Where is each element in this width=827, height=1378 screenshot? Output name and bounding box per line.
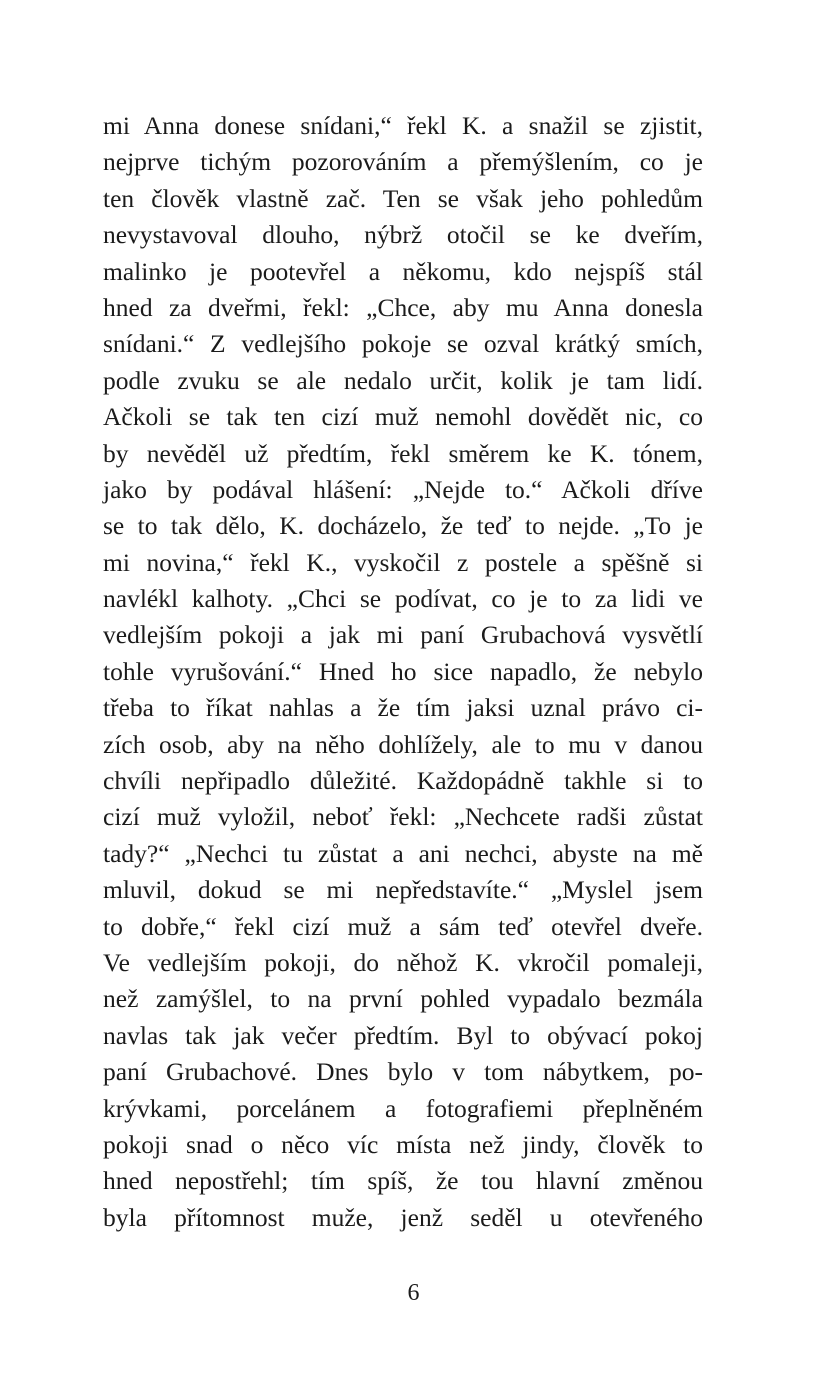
page-number: 6: [407, 1280, 420, 1306]
text-line: se to tak dělo, K. docházelo, že teď to nejde. „To je: [103, 511, 703, 541]
text-line: mluvil, dokud se mi nepředstavíte.“ „Myslel jsem: [103, 875, 703, 905]
text-line: Ve vedlejším pokoji, do něhož K. vkročil pomaleji,: [103, 947, 703, 977]
text-line: mi novina,“ řekl K., vyskočil z postele a spěšně si: [103, 547, 703, 577]
text-line: tohle vyrušování.“ Hned ho sice napadlo, že nebylo: [103, 656, 703, 686]
text-line: podle zvuku se ale nedalo určit, kolik je tam lidí.: [103, 365, 703, 395]
text-line: jako by podával hlášení: „Nejde to.“ Ačkoli dříve: [103, 474, 703, 504]
text-line: než zamýšlel, to na první pohled vypadalo bezmála: [103, 984, 703, 1014]
text-line: krývkami, porcelánem a fotografiemi přeplněném: [103, 1093, 703, 1123]
text-line: paní Grubachové. Dnes bylo v tom nábytkem, po-: [103, 1057, 703, 1087]
text-line: navlas tak jak večer předtím. Byl to obývací pokoj: [103, 1020, 703, 1050]
text-line: pokoji snad o něco víc místa než jindy, člověk to: [103, 1129, 703, 1159]
text-line: by nevěděl už předtím, řekl směrem ke K. tónem,: [103, 438, 703, 468]
text-line: malinko je pootevřel a někomu, kdo nejspíš stál: [103, 256, 703, 286]
text-line: ten člověk vlastně zač. Ten se však jeho pohledům: [103, 183, 703, 213]
text-line: hned za dveřmi, řekl: „Chce, aby mu Anna donesla: [103, 292, 703, 322]
text-line: snídani.“ Z vedlejšího pokoje se ozval krátký smích,: [103, 329, 703, 359]
text-line: to dobře,“ řekl cizí muž a sám teď otevřel dveře.: [103, 911, 703, 941]
text-line: cizí muž vyložil, neboť řekl: „Nechcete radši zůstat: [103, 802, 703, 832]
text-line: byla přítomnost muže, jenž seděl u otevřeného: [103, 1202, 703, 1232]
text-line: třeba to říkat nahlas a že tím jaksi uznal právo ci-: [103, 693, 703, 723]
text-line: vedlejším pokoji a jak mi paní Grubachová vysvětlí: [103, 620, 703, 650]
text-line: Ačkoli se tak ten cizí muž nemohl dovědět nic, co: [103, 402, 703, 432]
text-line: navlékl kalhoty. „Chci se podívat, co je to za lidi ve: [103, 584, 703, 614]
text-line: nevystavoval dlouho, nýbrž otočil se ke dveřím,: [103, 220, 703, 250]
text-line: chvíli nepřipadlo důležité. Každopádně takhle si to: [103, 766, 703, 796]
text-line: zích osob, aby na něho dohlížely, ale to mu v danou: [103, 729, 703, 759]
text-line: hned nepostřehl; tím spíš, že tou hlavní změnou: [103, 1166, 703, 1196]
text-line: tady?“ „Nechci tu zůstat a ani nechci, abyste na mě: [103, 838, 703, 868]
text-line: nejprve tichým pozorováním a přemýšlením, co je: [103, 147, 703, 177]
text-line: mi Anna donese snídani,“ řekl K. a snažil se zjistit,: [103, 111, 703, 140]
body-text: [103, 108, 703, 1236]
